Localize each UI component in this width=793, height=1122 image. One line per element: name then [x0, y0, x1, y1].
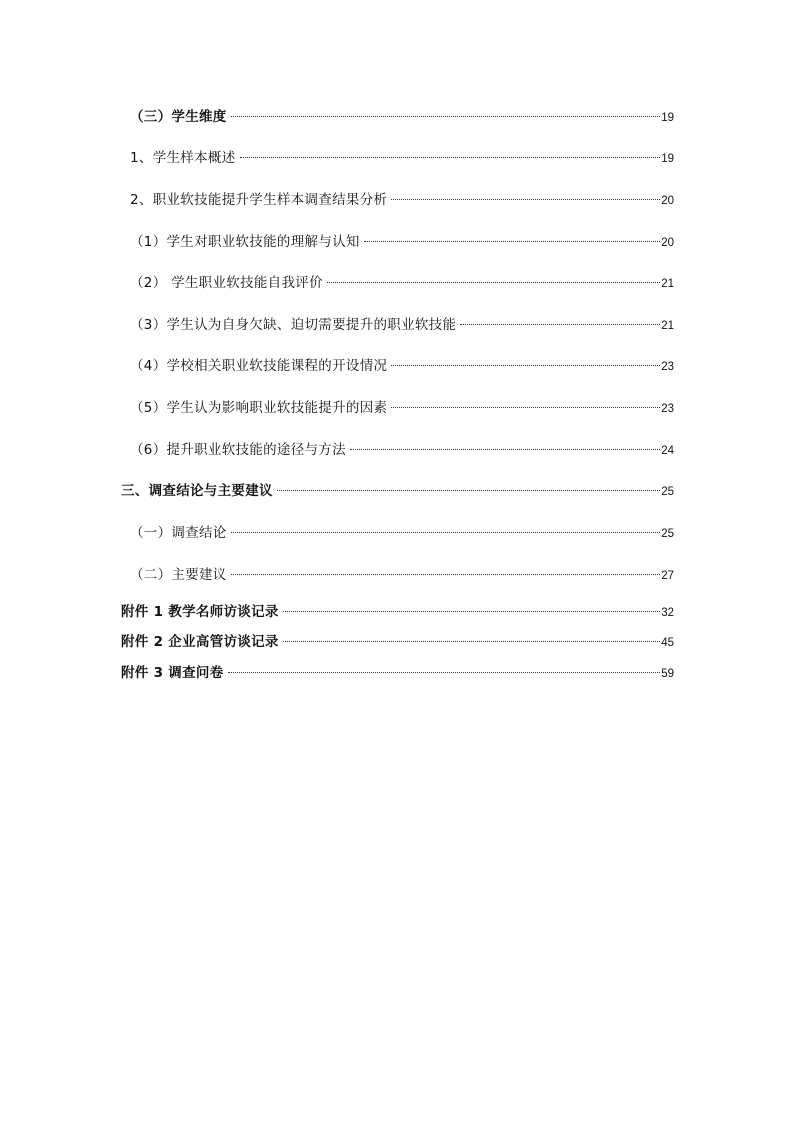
toc-dot-leader [283, 610, 661, 612]
toc-entry-suggestions[interactable] [130, 564, 674, 586]
toc-entry-title: （2） 学生职业软技能自我评价 [130, 275, 323, 291]
toc-entry-title: 2、职业软技能提升学生样本调查结果分析 [130, 192, 388, 208]
toc-entry-appendix-1[interactable] [121, 601, 674, 623]
toc-entry-conclusions-section[interactable] [121, 480, 674, 502]
toc-entry-student-survey-analysis[interactable] [130, 189, 674, 211]
toc-dot-leader [231, 573, 661, 575]
toc-dot-leader [391, 198, 660, 200]
toc-entry-title: （1）学生对职业软技能的理解与认知 [130, 234, 360, 250]
toc-page-number: 25 [661, 486, 674, 498]
toc-entry-title: （6）提升职业软技能的途径与方法 [130, 442, 346, 458]
toc-page-number: 32 [661, 607, 674, 619]
toc-entry-title: （5）学生认为影响职业软技能提升的因素 [130, 400, 388, 416]
toc-entry-title: （3）学生认为自身欠缺、迫切需要提升的职业软技能 [130, 317, 457, 333]
toc-page-number: 19 [661, 112, 674, 124]
toc-page-number: 59 [661, 668, 674, 680]
toc-page-number: 19 [661, 153, 674, 165]
toc-page-number: 23 [661, 403, 674, 415]
toc-page-number: 20 [661, 195, 674, 207]
toc-entry-influencing-factors[interactable] [130, 397, 674, 419]
toc-page-number: 25 [661, 528, 674, 540]
toc-entry-title: 附件 2 企业高管访谈记录 [121, 634, 279, 650]
toc-page-number: 45 [661, 637, 674, 649]
toc-entry-title: 附件 1 教学名师访谈记录 [121, 604, 279, 620]
toc-entry-student-dimension[interactable] [130, 106, 674, 128]
toc-dot-leader [231, 531, 661, 533]
toc-entry-conclusions[interactable] [130, 522, 674, 544]
toc-entry-title: 三、调查结论与主要建议 [121, 483, 273, 499]
toc-entry-title: （二）主要建议 [130, 567, 227, 583]
toc-entry-student-sample-overview[interactable] [130, 147, 674, 169]
toc-entry-title: 1、学生样本概述 [130, 150, 236, 166]
toc-page-number: 27 [661, 570, 674, 582]
toc-page-number: 20 [661, 237, 674, 249]
toc-page-number: 21 [661, 278, 674, 290]
toc-entry-appendix-3[interactable] [121, 662, 674, 684]
toc-dot-leader [231, 115, 661, 117]
toc-dot-leader [327, 281, 660, 283]
toc-dot-leader [460, 323, 660, 325]
toc-dot-leader [391, 406, 660, 408]
toc-entry-appendix-2[interactable] [121, 631, 674, 653]
toc-page-number: 23 [661, 361, 674, 373]
toc-entry-course-offering[interactable] [130, 355, 674, 377]
toc-entry-understanding[interactable] [130, 231, 674, 253]
toc-entry-title: （一）调查结论 [130, 525, 227, 541]
toc-dot-leader [364, 240, 661, 242]
toc-entry-title: （4）学校相关职业软技能课程的开设情况 [130, 358, 388, 374]
toc-dot-leader [391, 364, 660, 366]
toc-entry-self-evaluation[interactable] [130, 272, 674, 294]
toc-dot-leader [240, 156, 661, 158]
toc-dot-leader [277, 489, 660, 491]
toc-dot-leader [350, 448, 660, 450]
toc-page-number: 21 [661, 320, 674, 332]
toc-entry-methods[interactable] [130, 439, 674, 461]
toc-dot-leader [283, 640, 661, 642]
toc-dot-leader [228, 671, 661, 673]
toc-entry-title: 附件 3 调查问卷 [121, 665, 224, 681]
toc-entry-title: （三）学生维度 [130, 109, 227, 125]
toc-page-number: 24 [661, 445, 674, 457]
toc-entry-lacking-skills[interactable] [130, 314, 674, 336]
